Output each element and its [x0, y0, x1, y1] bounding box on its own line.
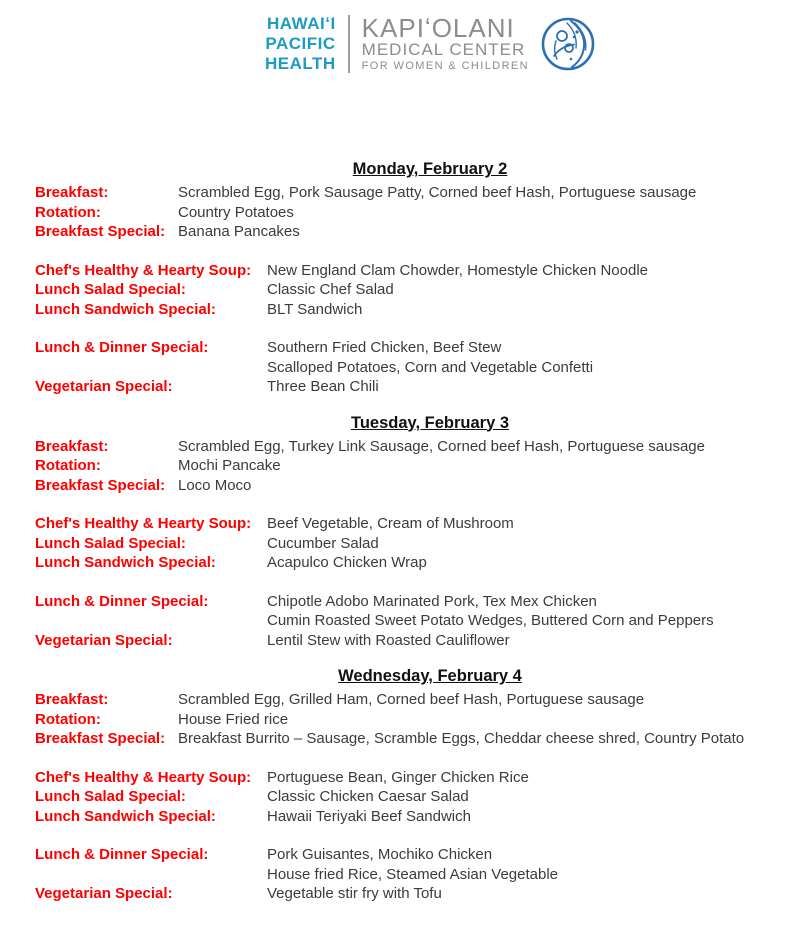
row-label: Chef's Healthy & Hearty Soup:	[35, 768, 252, 786]
menu-row-sandwich	[35, 300, 810, 320]
row-value-line-1: Pork Guisantes, Mochiko Chicken	[267, 846, 493, 863]
row-value: Cucumber Salad	[267, 534, 379, 552]
row-label: Chef's Healthy & Hearty Soup:	[35, 261, 252, 279]
dinner-group	[35, 338, 810, 397]
row-label: Rotation:	[35, 203, 101, 221]
day-section-tuesday	[35, 414, 810, 651]
row-label: Lunch Sandwich Special:	[35, 807, 216, 825]
menu-row-lunch-dinner	[35, 338, 810, 377]
weekly-menu	[35, 160, 810, 904]
row-label: Lunch & Dinner Special:	[35, 846, 209, 863]
row-label: Rotation:	[35, 710, 101, 728]
breakfast-group	[35, 690, 810, 749]
row-value: Scrambled Egg, Grilled Ham, Corned beef Hash, Portuguese sausage	[178, 691, 645, 708]
row-value: BLT Sandwich	[267, 300, 363, 318]
row-value: Banana Pancakes	[178, 223, 300, 240]
menu-row-salad	[35, 787, 810, 807]
kapiolani-wordmark	[361, 12, 530, 73]
row-value: Loco Moco	[178, 476, 252, 494]
row-value: Acapulco Chicken Wrap	[267, 554, 427, 571]
kapiolani-name: KAPIʻOLANI	[361, 12, 515, 43]
menu-row-breakfast	[35, 690, 810, 710]
hph-line-1: HAWAIʻI	[267, 14, 336, 33]
menu-row-breakfast-special	[35, 729, 810, 749]
menu-row-breakfast-special	[35, 476, 810, 496]
menu-row-soup	[35, 768, 810, 788]
day-section-wednesday	[35, 667, 810, 904]
row-label: Lunch Salad Special:	[35, 534, 186, 552]
day-title: Monday, February 2	[352, 160, 508, 178]
row-label: Lunch Salad Special:	[35, 788, 186, 805]
row-label: Lunch & Dinner Special:	[35, 339, 209, 356]
row-label: Breakfast:	[35, 691, 109, 708]
row-value: Mochi Pancake	[178, 457, 281, 474]
menu-document	[35, 0, 810, 904]
breakfast-group	[35, 437, 810, 496]
menu-row-rotation	[35, 456, 810, 476]
menu-row-breakfast-special	[35, 222, 810, 242]
row-value: House Fried rice	[178, 710, 289, 728]
row-label: Lunch Sandwich Special:	[35, 300, 216, 318]
row-value-line-2: House fried Rice, Steamed Asian Vegetable	[267, 865, 559, 883]
row-value	[267, 592, 714, 631]
row-label: Chef's Healthy & Hearty Soup:	[35, 515, 252, 532]
menu-row-salad	[35, 534, 810, 554]
menu-row-sandwich	[35, 553, 810, 573]
menu-row-breakfast	[35, 437, 810, 457]
menu-row-salad	[35, 280, 810, 300]
row-value: Scrambled Egg, Pork Sausage Patty, Corned beef Hash, Portuguese sausage	[178, 184, 697, 201]
row-value: Scrambled Egg, Turkey Link Sausage, Corned beef Hash, Portuguese sausage	[178, 437, 705, 455]
row-value: Portuguese Bean, Ginger Chicken Rice	[267, 768, 529, 786]
menu-row-vegetarian	[35, 884, 810, 904]
row-label: Breakfast:	[35, 437, 109, 455]
row-value-line-1: Chipotle Adobo Marinated Pork, Tex Mex Chicken	[267, 592, 597, 610]
day-title: Tuesday, February 3	[350, 413, 510, 432]
row-value: Lentil Stew with Roasted Cauliflower	[267, 631, 510, 649]
menu-row-lunch-dinner	[35, 845, 810, 884]
row-label: Lunch Sandwich Special:	[35, 554, 216, 571]
row-value: Breakfast Burrito – Sausage, Scramble Eggs, Cheddar cheese shred, Country Potato	[178, 730, 745, 747]
hawaii-pacific-health-wordmark	[265, 14, 336, 74]
row-value: Three Bean Chili	[267, 378, 379, 395]
row-value	[267, 338, 593, 377]
menu-row-soup	[35, 261, 810, 281]
dinner-group	[35, 845, 810, 904]
kapiolani-tagline: FOR WOMEN & CHILDREN	[361, 59, 530, 72]
dinner-group	[35, 592, 810, 651]
menu-row-breakfast	[35, 183, 810, 203]
mother-and-child-emblem-icon	[541, 17, 595, 71]
row-value	[267, 845, 558, 884]
row-label: Lunch & Dinner Special:	[35, 592, 209, 610]
day-title: Wednesday, February 4	[338, 667, 522, 685]
row-label: Breakfast Special:	[35, 730, 166, 747]
menu-row-lunch-dinner	[35, 592, 810, 631]
menu-row-rotation	[35, 710, 810, 730]
row-label: Breakfast Special:	[35, 476, 166, 494]
lunch-group	[35, 768, 810, 827]
day-section-monday	[35, 160, 810, 397]
kapiolani-medical-center: MEDICAL CENTER	[361, 39, 526, 59]
row-label: Vegetarian Special:	[35, 631, 173, 649]
row-label: Lunch Salad Special:	[35, 281, 186, 298]
row-label: Breakfast Special:	[35, 223, 166, 240]
breakfast-group	[35, 183, 810, 242]
row-value-line-2: Cumin Roasted Sweet Potato Wedges, Buttered Corn and Peppers	[267, 612, 714, 629]
menu-row-vegetarian	[35, 377, 810, 397]
menu-row-vegetarian	[35, 631, 810, 651]
row-value: Vegetable stir fry with Tofu	[267, 885, 442, 902]
hph-line-3: HEALTH	[264, 54, 336, 73]
lunch-group	[35, 261, 810, 320]
row-value: Classic Chef Salad	[267, 281, 394, 298]
row-value: Classic Chicken Caesar Salad	[267, 788, 469, 805]
row-label: Vegetarian Special:	[35, 378, 173, 395]
row-value: Hawaii Teriyaki Beef Sandwich	[267, 807, 471, 825]
row-value: Beef Vegetable, Cream of Mushroom	[267, 515, 514, 532]
row-label: Vegetarian Special:	[35, 885, 173, 902]
logo-divider	[348, 15, 350, 73]
row-value: Country Potatoes	[178, 203, 294, 221]
hawaii-pacific-health-logo	[265, 14, 595, 74]
row-value-line-1: Southern Fried Chicken, Beef Stew	[267, 339, 502, 356]
menu-row-soup	[35, 514, 810, 534]
hph-line-2: PACIFIC	[265, 34, 336, 53]
row-label: Breakfast:	[35, 184, 109, 201]
menu-row-rotation	[35, 203, 810, 223]
menu-row-sandwich	[35, 807, 810, 827]
logo-header	[35, 0, 810, 74]
row-value-line-2: Scalloped Potatoes, Corn and Vegetable Confetti	[267, 358, 594, 376]
lunch-group	[35, 514, 810, 573]
row-label: Rotation:	[35, 457, 101, 474]
row-value: New England Clam Chowder, Homestyle Chicken Noodle	[267, 261, 649, 279]
